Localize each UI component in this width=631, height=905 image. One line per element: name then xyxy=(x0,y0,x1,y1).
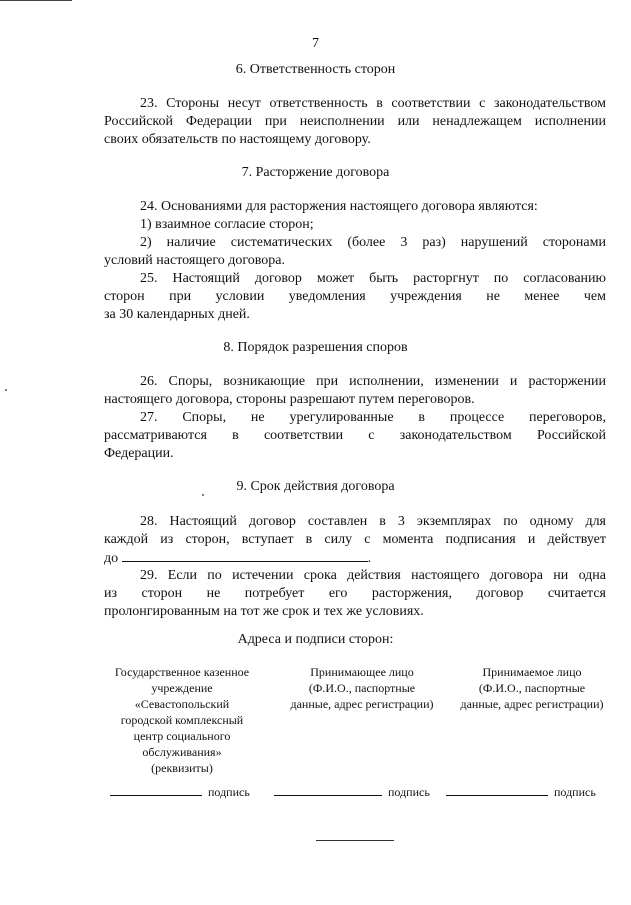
party-2-column xyxy=(274,664,450,712)
section-7-title: 7. Расторжение договора xyxy=(241,165,390,180)
signature-2-label: подпись xyxy=(388,785,430,799)
party-3-line: Принимаемое лицо xyxy=(482,665,582,679)
party-1-line: «Севастопольский xyxy=(134,697,230,711)
signature-1-label: подпись xyxy=(208,785,250,799)
party-1-line: учреждение xyxy=(151,681,213,695)
party-1-line: (реквизиты) xyxy=(151,761,213,775)
p28-until-label: до xyxy=(104,551,119,566)
p25-line-2: сторон при условии уведомления учреждения не менее чем xyxy=(104,289,606,304)
party-1-line: городской комплексный xyxy=(120,713,244,727)
party-3-line: (Ф.И.О., паспортные xyxy=(478,681,586,695)
term-blank-line xyxy=(122,549,368,562)
p23-line-3: своих обязательств по настоящему договору. xyxy=(104,132,371,147)
party-1-line: Государственное казенное xyxy=(114,665,250,679)
p23-line-1: 23. Стороны несут ответственность в соответствии с законодательством xyxy=(140,96,606,111)
p26-line-1: 26. Споры, возникающие при исполнении, изменении и расторжении xyxy=(140,374,606,389)
signature-3-label: подпись xyxy=(554,785,596,799)
p29-line-3: пролонгированным на тот же срок и тех же условиях. xyxy=(104,604,424,619)
party-3-column xyxy=(446,664,618,712)
party-1-column xyxy=(100,664,264,776)
signature-2 xyxy=(274,785,430,800)
p27-line-2: рассматриваются в соответствии с законодательством Российской xyxy=(104,428,606,443)
p25-line-1: 25. Настоящий договор может быть расторгнут по согласованию xyxy=(140,271,606,286)
party-1-line: центр социального xyxy=(133,729,231,743)
p26-line-2: настоящего договора, стороны разрешают путем переговоров. xyxy=(104,392,475,407)
party-2-line: данные, адрес регистрации) xyxy=(290,697,434,711)
party-2-line: (Ф.И.О., паспортные xyxy=(308,681,416,695)
top-edge-line xyxy=(0,0,72,1)
page-number: 7 xyxy=(312,36,319,51)
section-6-title: 6. Ответственность сторон xyxy=(235,62,396,77)
signature-2-line xyxy=(274,785,382,796)
scan-speck xyxy=(5,389,7,391)
p29-line-1: 29. Если по истечении срока действия настоящего договора ни одна xyxy=(140,568,606,583)
addresses-title: Адреса и подписи сторон: xyxy=(237,632,394,647)
p28-line-2: каждой из сторон, вступает в силу с момента подписания и действует xyxy=(104,532,606,547)
section-9-title: 9. Срок действия договора xyxy=(236,479,395,494)
p28-period: . xyxy=(367,551,372,566)
party-2-line: Принимающее лицо xyxy=(310,665,414,679)
signature-1-line xyxy=(110,785,202,796)
p24-line-4: условий настоящего договора. xyxy=(104,253,285,268)
signature-3 xyxy=(446,785,596,800)
p29-line-2: из сторон не потребует его расторжения, договор считается xyxy=(104,586,606,601)
party-1-line: обслуживания» xyxy=(142,745,222,759)
signature-1 xyxy=(110,785,250,800)
p27-line-3: Федерации. xyxy=(104,446,174,461)
p24-line-3: 2) наличие систематических (более 3 раз) нарушений сторонами xyxy=(140,235,606,250)
p25-line-3: за 30 календарных дней. xyxy=(104,307,250,322)
p24-line-1: 24. Основаниями для расторжения настоящего договора являются: xyxy=(140,199,538,214)
signature-3-line xyxy=(446,785,548,796)
p28-line-3 xyxy=(104,549,371,568)
party-3-line: данные, адрес регистрации) xyxy=(460,697,604,711)
section-8-title: 8. Порядок разрешения споров xyxy=(223,340,408,355)
p24-line-2: 1) взаимное согласие сторон; xyxy=(140,217,314,232)
footer-rule xyxy=(316,840,394,841)
p23-line-2: Российской Федерации при неисполнении или ненадлежащем исполнении xyxy=(104,114,606,129)
p27-line-1: 27. Споры, не урегулированные в процессе переговоров, xyxy=(140,410,606,425)
p28-line-1: 28. Настоящий договор составлен в 3 экземплярах по одному для xyxy=(140,514,606,529)
